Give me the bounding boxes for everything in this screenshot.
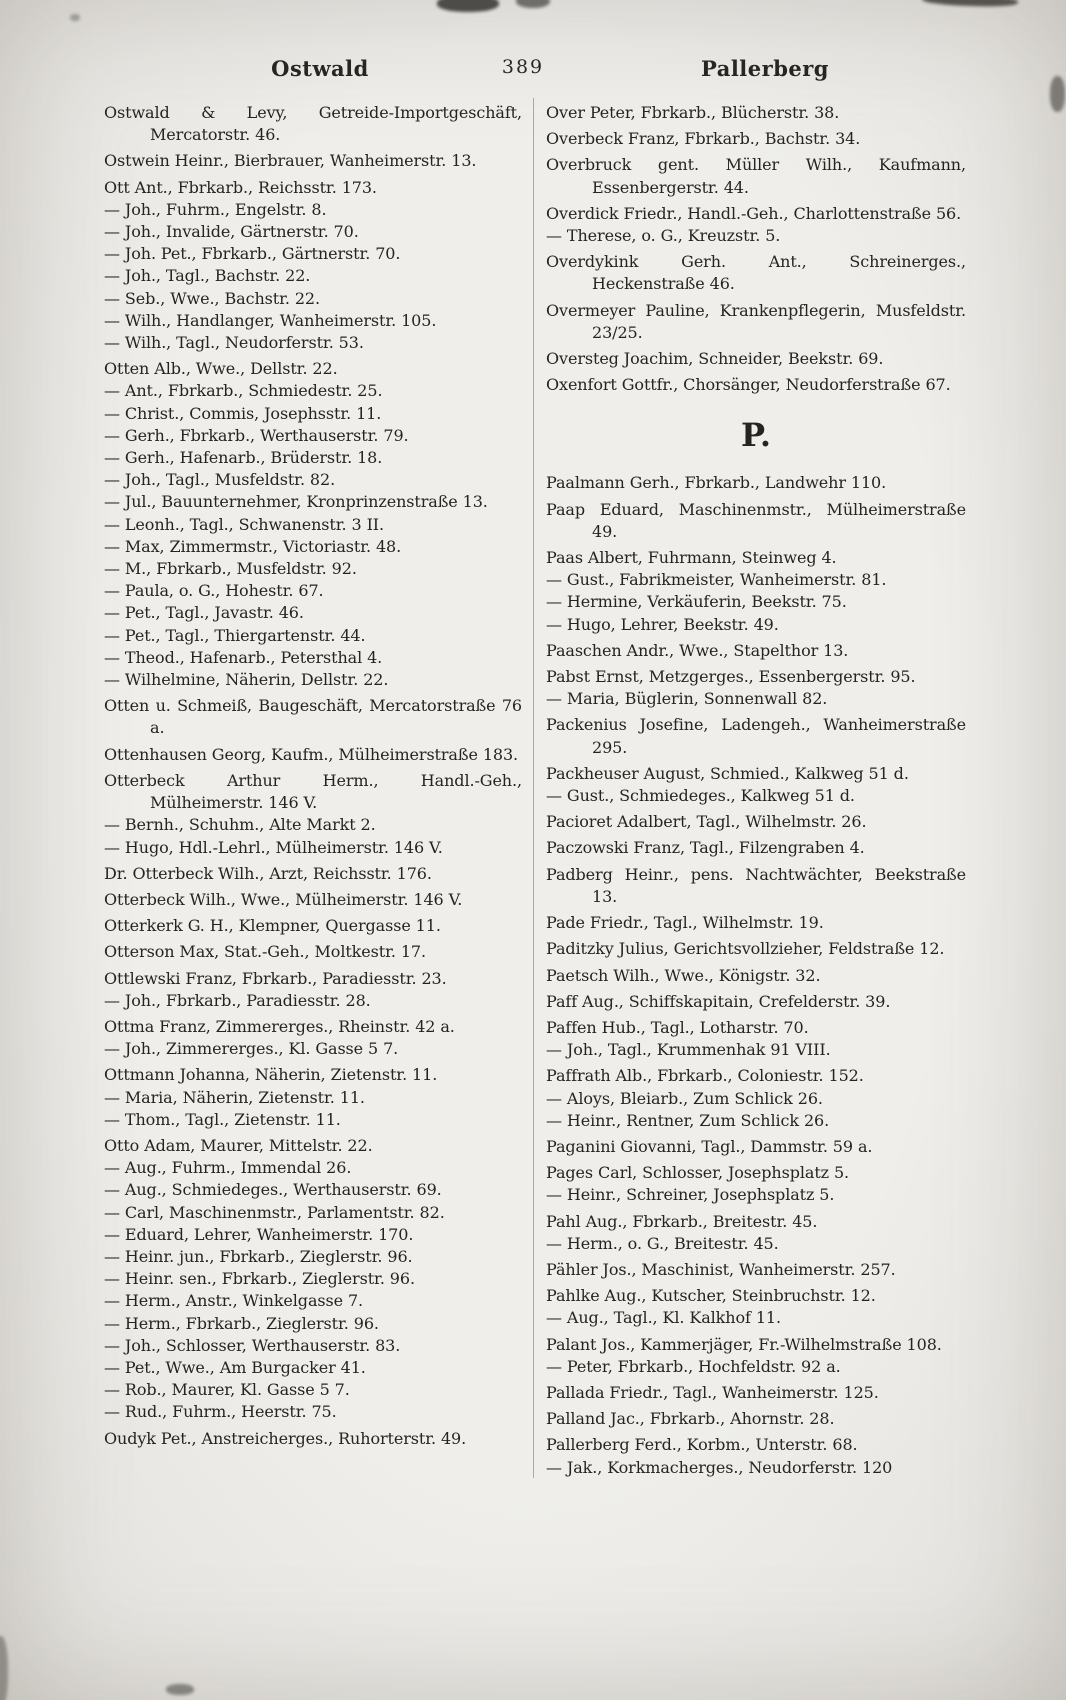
directory-entry: — Jul., Bauunternehmer, Kronprinzenstraße 13.: [104, 492, 488, 512]
directory-entry: Padberg Heinr., pens. Nachtwächter, Beekstraße 13.: [546, 864, 966, 906]
directory-entry: Otto Adam, Maurer, Mittelstr. 22.: [104, 1135, 373, 1155]
directory-entry: — Wilh., Tagl., Neudorferstr. 53.: [104, 333, 364, 353]
directory-entry: — Aloys, Bleiarb., Zum Schlick 26.: [546, 1088, 823, 1108]
directory-entry: Otten Alb., Wwe., Dellstr. 22.: [104, 359, 338, 379]
entries-letter-o: [546, 102, 966, 396]
directory-entry: Palant Jos., Kammerjäger, Fr.-Wilhelmstraße 108.: [546, 1334, 942, 1354]
directory-entry: Palland Jac., Fbrkarb., Ahornstr. 28.: [546, 1409, 835, 1429]
directory-entry: — Joh., Tagl., Krummenhak 91 VIII.: [546, 1040, 831, 1060]
directory-entry: — M., Fbrkarb., Musfeldstr. 92.: [104, 559, 357, 579]
directory-entry: Ostwald & Levy, Getreide-Importgeschäft, Mercatorstr. 46.: [104, 103, 522, 145]
directory-entry: — Aug., Schmiedeges., Werthauserstr. 69.: [104, 1180, 442, 1200]
directory-entry: — Wilh., Handlanger, Wanheimerstr. 105.: [104, 310, 437, 330]
directory-entry: — Heinr. jun., Fbrkarb., Zieglerstr. 96.: [104, 1246, 413, 1266]
directory-entry: — Herm., Fbrkarb., Zieglerstr. 96.: [104, 1313, 379, 1333]
directory-entry: Ott Ant., Fbrkarb., Reichsstr. 173.: [104, 177, 377, 197]
directory-entry: — Carl, Maschinenmstr., Parlamentstr. 82.: [104, 1202, 445, 1222]
directory-entry: Paczowski Franz, Tagl., Filzengraben 4.: [546, 838, 865, 858]
directory-entry: — Joh., Tagl., Bachstr. 22.: [104, 266, 311, 286]
directory-entry: — Pet., Tagl., Thiergartenstr. 44.: [104, 625, 366, 645]
directory-entry: — Max, Zimmermstr., Victoriastr. 48.: [104, 536, 402, 556]
directory-entry: — Joh. Pet., Fbrkarb., Gärtnerstr. 70.: [104, 244, 401, 264]
directory-entry: Overbruck gent. Müller Wilh., Kaufmann, Essenbergerstr. 44.: [546, 155, 966, 197]
directory-entry: — Christ., Commis, Josephsstr. 11.: [104, 403, 382, 423]
running-head-right: Pallerberg: [700, 56, 829, 81]
directory-entry: Otterson Max, Stat.-Geh., Moltkestr. 17.: [104, 942, 426, 962]
directory-entry: — Therese, o. G., Kreuzstr. 5.: [546, 226, 781, 246]
section-heading-p: P.: [741, 416, 771, 455]
directory-entry: — Pet., Tagl., Javastr. 46.: [104, 603, 304, 623]
directory-entry: Paditzky Julius, Gerichtsvollzieher, Feldstraße 12.: [546, 939, 945, 959]
directory-entry: — Aug., Fuhrm., Immendal 26.: [104, 1158, 352, 1178]
ink-smudge: [922, 0, 1018, 8]
directory-entry: Oversteg Joachim, Schneider, Beekstr. 69.: [546, 349, 884, 369]
directory-entry: Packheuser August, Schmied., Kalkweg 51 d.: [546, 763, 909, 783]
directory-entry: — Heinr., Schreiner, Josephsplatz 5.: [546, 1185, 835, 1205]
directory-entry: Pahl Aug., Fbrkarb., Breitestr. 45.: [546, 1211, 818, 1231]
directory-entry: Otterkerk G. H., Klempner, Quergasse 11.: [104, 916, 441, 936]
directory-entry: — Seb., Wwe., Bachstr. 22.: [104, 288, 320, 308]
directory-entry: — Gerh., Hafenarb., Brüderstr. 18.: [104, 448, 383, 468]
directory-entry: — Aug., Tagl., Kl. Kalkhof 11.: [546, 1308, 781, 1328]
directory-entry: Ottmann Johanna, Näherin, Zietenstr. 11.: [104, 1065, 438, 1085]
directory-entry: — Herm., o. G., Breitestr. 45.: [546, 1233, 779, 1253]
directory-entry: — Hermine, Verkäuferin, Beekstr. 75.: [546, 592, 847, 612]
directory-entry: — Joh., Tagl., Musfeldstr. 82.: [104, 470, 336, 490]
directory-entry: Pade Friedr., Tagl., Wilhelmstr. 19.: [546, 913, 824, 933]
entries-letter-p: [546, 472, 966, 1478]
ink-smudge: [437, 0, 499, 12]
directory-entry: Paap Eduard, Maschinenmstr., Mülheimerstraße 49.: [546, 499, 966, 541]
directory-entry: Paas Albert, Fuhrmann, Steinweg 4.: [546, 548, 837, 568]
directory-entry: Otterbeck Wilh., Wwe., Mülheimerstr. 146 V.: [104, 889, 463, 909]
directory-entry: Paffrath Alb., Fbrkarb., Coloniestr. 152.: [546, 1066, 864, 1086]
directory-entry: Overmeyer Pauline, Krankenpflegerin, Musfeldstr. 23/25.: [546, 300, 966, 342]
directory-entry: — Pet., Wwe., Am Burgacker 41.: [104, 1357, 366, 1377]
directory-entry: Dr. Otterbeck Wilh., Arzt, Reichsstr. 176.: [104, 863, 432, 883]
directory-entry: Paaschen Andr., Wwe., Stapelthor 13.: [546, 640, 849, 660]
column-divider: [533, 98, 534, 1478]
ink-smudge: [70, 14, 80, 21]
directory-entry: — Gust., Schmiedeges., Kalkweg 51 d.: [546, 786, 855, 806]
directory-entry: Ottma Franz, Zimmererges., Rheinstr. 42 a.: [104, 1016, 455, 1036]
directory-entry: — Eduard, Lehrer, Wanheimerstr. 170.: [104, 1224, 414, 1244]
directory-entry: — Joh., Zimmererges., Kl. Gasse 5 7.: [104, 1039, 399, 1059]
directory-entry: — Gerh., Fbrkarb., Werthauserstr. 79.: [104, 425, 409, 445]
directory-entry: — Paula, o. G., Hohestr. 67.: [104, 581, 324, 601]
ink-smudge: [516, 0, 550, 8]
directory-entry: Pabst Ernst, Metzgerges., Essenbergerstr. 95.: [546, 667, 916, 687]
directory-entry: Paganini Giovanni, Tagl., Dammstr. 59 a.: [546, 1136, 873, 1156]
directory-entry: — Joh., Fuhrm., Engelstr. 8.: [104, 199, 327, 219]
directory-entry: — Hugo, Lehrer, Beekstr. 49.: [546, 614, 779, 634]
directory-entry: — Peter, Fbrkarb., Hochfeldstr. 92 a.: [546, 1356, 841, 1376]
directory-entry: Oxenfort Gottfr., Chorsänger, Neudorferstraße 67.: [546, 375, 951, 395]
directory-entry: — Ant., Fbrkarb., Schmiedestr. 25.: [104, 381, 383, 401]
directory-entry: Ottenhausen Georg, Kaufm., Mülheimerstraße 183.: [104, 744, 519, 764]
directory-entry: Over Peter, Fbrkarb., Blücherstr. 38.: [546, 103, 840, 122]
directory-entry: Paetsch Wilh., Wwe., Königstr. 32.: [546, 965, 821, 985]
directory-entry: — Wilhelmine, Näherin, Dellstr. 22.: [104, 670, 389, 690]
directory-entry: — Rud., Fuhrm., Heerstr. 75.: [104, 1402, 337, 1422]
directory-entry: Otterbeck Arthur Herm., Handl.-Geh., Mülheimerstr. 146 V.: [104, 770, 522, 813]
directory-entry: — Maria, Näherin, Zietenstr. 11.: [104, 1087, 365, 1107]
directory-entry: Pallerberg Ferd., Korbm., Unterstr. 68.: [546, 1435, 858, 1455]
directory-entry: — Joh., Fbrkarb., Paradiesstr. 28.: [104, 990, 371, 1010]
directory-entry: Otten u. Schmeiß, Baugeschäft, Mercatorstraße 76 a.: [104, 696, 522, 738]
directory-entry: — Hugo, Hdl.-Lehrl., Mülheimerstr. 146 V.: [104, 837, 443, 857]
right-column: [546, 102, 966, 1479]
directory-entry: — Herm., Anstr., Winkelgasse 7.: [104, 1291, 364, 1311]
directory-entry: — Bernh., Schuhm., Alte Markt 2.: [104, 815, 376, 835]
ink-smudge: [166, 1684, 194, 1695]
directory-entry: — Gust., Fabrikmeister, Wanheimerstr. 81.: [546, 570, 887, 590]
directory-entry: — Rob., Maurer, Kl. Gasse 5 7.: [104, 1380, 350, 1400]
directory-entry: Paffen Hub., Tagl., Lotharstr. 70.: [546, 1017, 809, 1037]
directory-entry: — Joh., Invalide, Gärtnerstr. 70.: [104, 222, 359, 242]
page-header: [0, 56, 1066, 86]
directory-entry: Ottlewski Franz, Fbrkarb., Paradiesstr. 23.: [104, 968, 447, 988]
directory-entry: Pacioret Adalbert, Tagl., Wilhelmstr. 26.: [546, 812, 867, 832]
directory-entry: — Maria, Büglerin, Sonnenwall 82.: [546, 689, 828, 709]
ink-smudge: [0, 1636, 8, 1700]
page-number: 389: [501, 56, 545, 78]
directory-entry: — Leonh., Tagl., Schwanenstr. 3 II.: [104, 514, 385, 534]
directory-entry: Packenius Josefine, Ladengeh., Wanheimerstraße 295.: [546, 715, 966, 757]
directory-entry: — Theod., Hafenarb., Petersthal 4.: [104, 647, 383, 667]
directory-entry: Pähler Jos., Maschinist, Wanheimerstr. 257.: [546, 1259, 896, 1279]
directory-entry: Overdick Friedr., Handl.-Geh., Charlottenstraße 56.: [546, 203, 962, 223]
directory-entry: Paff Aug., Schiffskapitain, Crefelderstr. 39.: [546, 991, 891, 1011]
running-head-left: Ostwald: [271, 56, 369, 81]
directory-entry: Oudyk Pet., Anstreicherges., Ruhorterstr. 49.: [104, 1428, 467, 1448]
left-column: [104, 102, 522, 1450]
directory-entry: Overdykink Gerh. Ant., Schreinerges., Heckenstraße 46.: [546, 252, 966, 294]
directory-entry: — Heinr., Rentner, Zum Schlick 26.: [546, 1110, 830, 1130]
directory-entry: — Jak., Korkmacherges., Neudorferstr. 120: [546, 1457, 893, 1477]
directory-entry: — Heinr. sen., Fbrkarb., Zieglerstr. 96.: [104, 1269, 415, 1289]
directory-entry: Ostwein Heinr., Bierbrauer, Wanheimerstr. 13.: [104, 151, 477, 171]
directory-entry: Pallada Friedr., Tagl., Wanheimerstr. 125.: [546, 1382, 879, 1402]
directory-entry: — Joh., Schlosser, Werthauserstr. 83.: [104, 1335, 401, 1355]
directory-entry: Pages Carl, Schlosser, Josephsplatz 5.: [546, 1163, 850, 1183]
directory-entry: Overbeck Franz, Fbrkarb., Bachstr. 34.: [546, 129, 861, 149]
directory-entry: Pahlke Aug., Kutscher, Steinbruchstr. 12.: [546, 1286, 876, 1306]
directory-entry: — Thom., Tagl., Zietenstr. 11.: [104, 1109, 341, 1129]
directory-entry: Paalmann Gerh., Fbrkarb., Landwehr 110.: [546, 473, 887, 493]
